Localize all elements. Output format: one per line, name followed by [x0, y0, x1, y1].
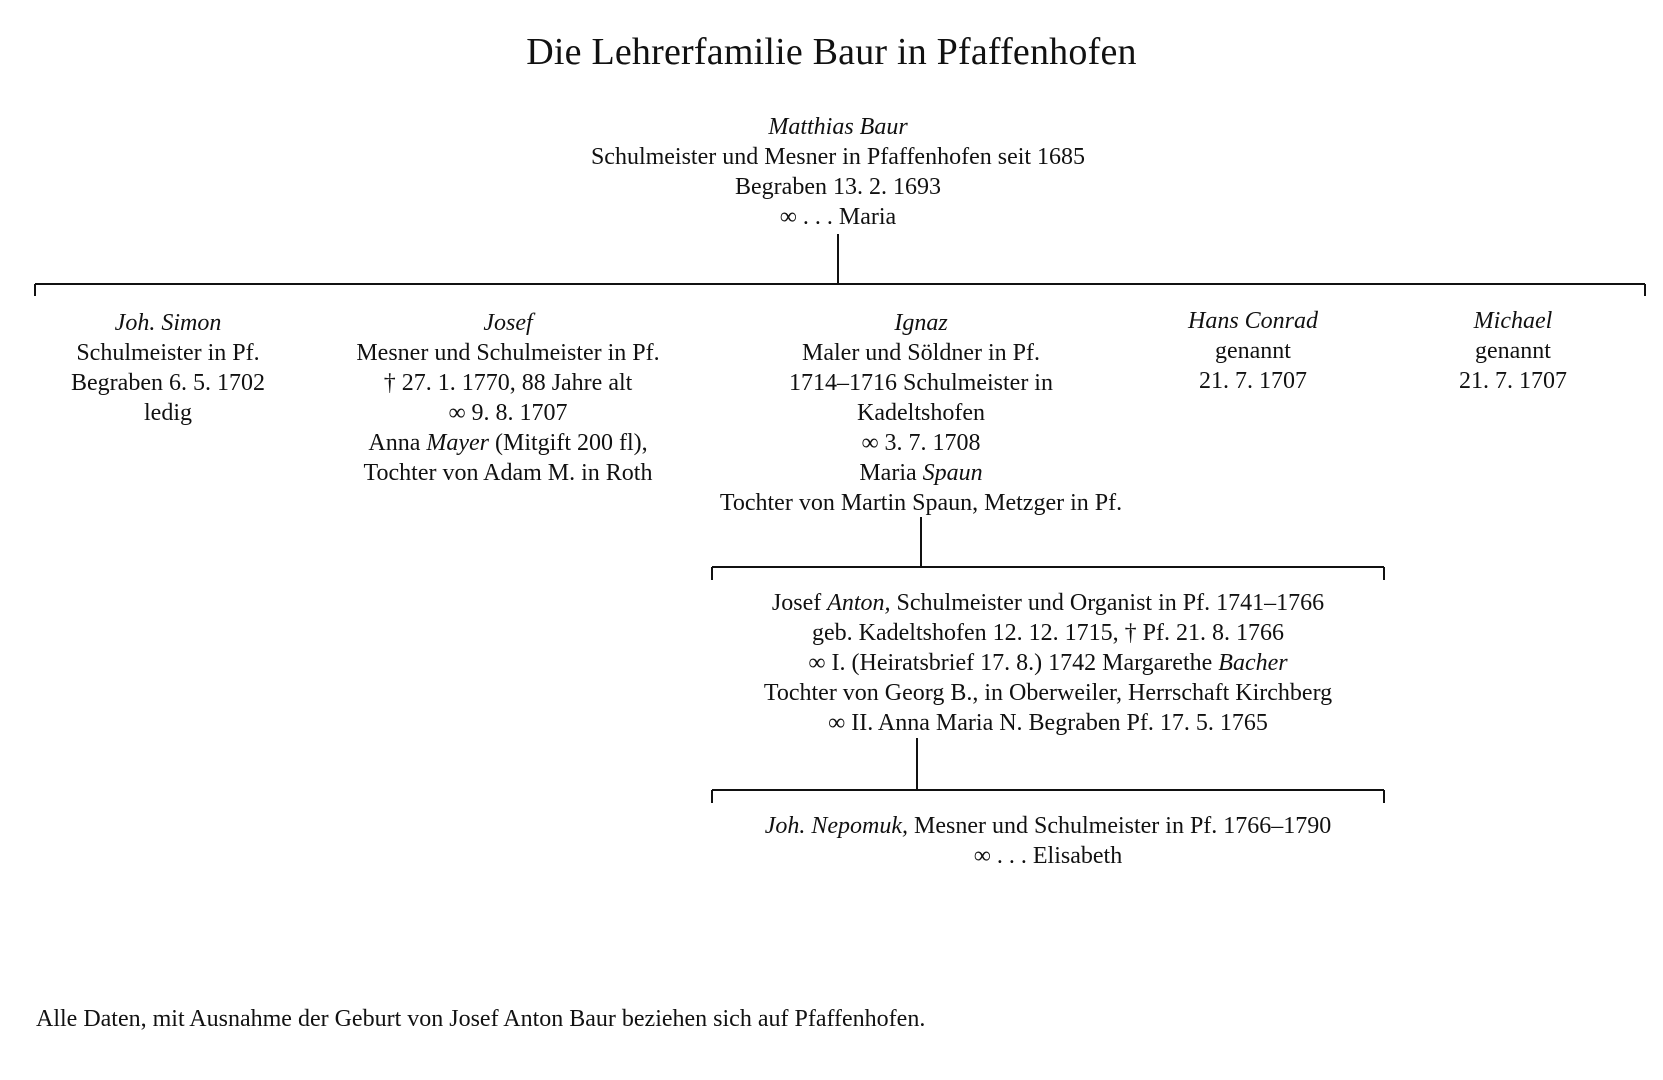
child-name: Ignaz: [894, 310, 948, 336]
child-name: Hans Conrad: [1187, 308, 1319, 334]
child-name: Joh. Simon: [114, 310, 222, 336]
marriage-line: ∞ I. (Heiratsbrief 17. 8.) 1742 Margarethe Bacher: [808, 650, 1288, 676]
page-title: Die Lehrerfamilie Baur in Pfaffenhofen: [526, 31, 1137, 73]
spouse-parent-line: Tochter von Adam M. in Roth: [363, 460, 653, 486]
child-name: Michael: [1473, 308, 1553, 334]
child-line: 21. 7. 1707: [1199, 368, 1307, 394]
child-line: genannt: [1215, 338, 1291, 364]
child-name: Josef: [483, 310, 533, 336]
marriage-line: ∞ II. Anna Maria N. Begraben Pf. 17. 5. 1765: [828, 710, 1268, 736]
grandchild-heading: Josef Anton, Schulmeister und Organist in Pf. 1741–1766: [771, 590, 1325, 616]
child-node-hans-conrad: [1133, 306, 1373, 396]
child-line: ∞ 3. 7. 1708: [861, 430, 981, 456]
child-line: Begraben 6. 5. 1702: [71, 370, 265, 396]
child-line: ∞ 9. 8. 1707: [448, 400, 568, 426]
great-grandchild-name: Joh. Nepomuk,: [764, 813, 908, 839]
spouse-surname: Mayer: [426, 430, 489, 456]
child-node-ignaz: [691, 308, 1151, 518]
child-line: 21. 7. 1707: [1459, 368, 1567, 394]
root-line: Begraben 13. 2. 1693: [735, 174, 941, 200]
root-line: Schulmeister und Mesner in Pfaffenhofen seit 1685: [590, 144, 1086, 170]
grandchild-line: geb. Kadeltshofen 12. 12. 1715, † Pf. 21. 8. 1766: [812, 620, 1284, 646]
root-line: ∞ . . . Maria: [779, 204, 897, 230]
child-line: Kadeltshofen: [857, 400, 985, 426]
child-line: Mesner und Schulmeister in Pf.: [356, 340, 660, 366]
spouse-line: Anna Mayer (Mitgift 200 fl),: [368, 430, 648, 456]
child-line: † 27. 1. 1770, 88 Jahre alt: [383, 370, 633, 396]
footnote: Alle Daten, mit Ausnahme der Geburt von Josef Anton Baur beziehen sich auf Pfaffenhofen.: [36, 1006, 926, 1032]
grandchild-node-josef-anton: [708, 588, 1388, 738]
child-line: ledig: [144, 400, 192, 426]
child-node-michael: [1393, 306, 1633, 396]
root-node: [538, 112, 1138, 232]
child-line: Schulmeister in Pf.: [76, 340, 260, 366]
spouse-line: Maria Spaun: [859, 460, 983, 486]
great-grandchild-node-joh-nepomuk: [708, 811, 1388, 871]
child-line: 1714–1716 Schulmeister in: [789, 370, 1053, 396]
spouse-parent-line: Tochter von Georg B., in Oberweiler, Herrschaft Kirchberg: [763, 680, 1333, 706]
root-name: Matthias Baur: [768, 114, 908, 140]
child-node-joh-simon: [28, 308, 308, 428]
spouse-surname: Spaun: [922, 460, 983, 486]
spouse-parent-line: Tochter von Martin Spaun, Metzger in Pf.: [719, 490, 1123, 516]
child-line: genannt: [1475, 338, 1551, 364]
marriage-line: ∞ . . . Elisabeth: [973, 843, 1123, 869]
child-node-josef: [328, 308, 688, 488]
child-line: Maler und Söldner in Pf.: [802, 340, 1040, 366]
grandchild-name: Anton,: [827, 590, 891, 616]
great-grandchild-heading: Joh. Nepomuk, Mesner und Schulmeister in Pf. 1766–1790: [764, 813, 1332, 839]
spouse-surname: Bacher: [1218, 650, 1288, 676]
